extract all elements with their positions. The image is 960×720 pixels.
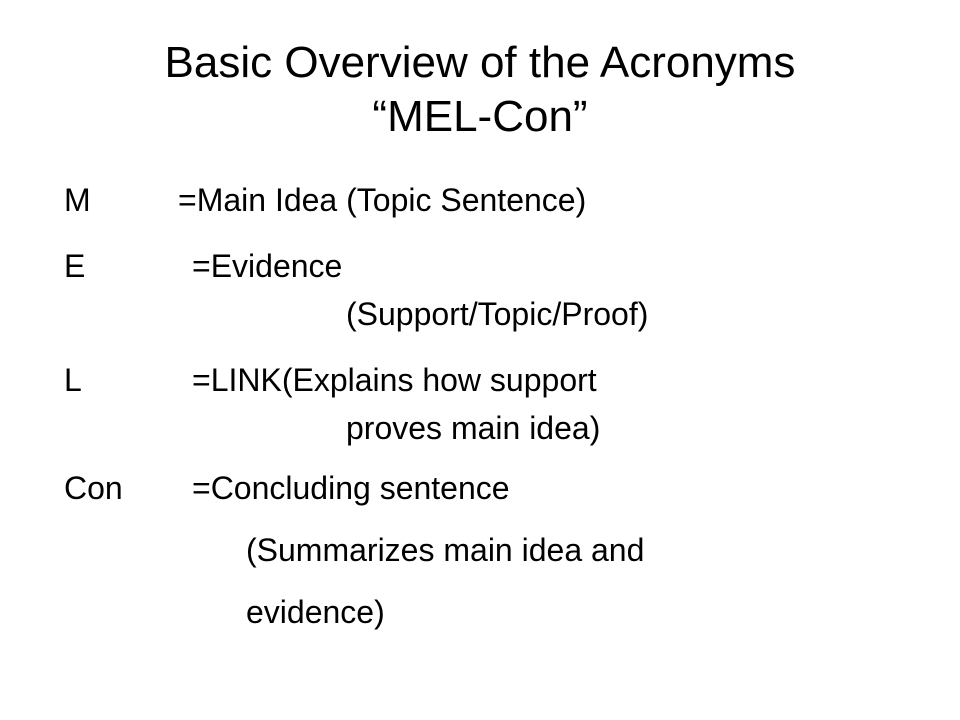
definition-l: =LINK(Explains how support: [192, 362, 597, 398]
definition-m: =Main Idea (Topic Sentence): [178, 182, 587, 218]
definition-con-continued: (Summarizes main idea and: [246, 532, 645, 568]
definition-con: =Concluding sentence: [192, 470, 510, 506]
term-con: Con: [64, 470, 123, 506]
slide-title-line-2: “MEL-Con”: [372, 92, 588, 141]
term-e: E: [64, 248, 86, 284]
definition-e-continued: (Support/Topic/Proof): [346, 296, 649, 332]
slide-title-line-1: Basic Overview of the Acronyms: [164, 38, 796, 87]
definition-l-continued: proves main idea): [346, 410, 601, 446]
definition-e: =Evidence: [192, 248, 343, 284]
term-m: M: [64, 182, 91, 218]
term-l: L: [64, 362, 82, 398]
slide-title: [0, 36, 960, 144]
definition-con-continued-2: evidence): [246, 594, 385, 630]
